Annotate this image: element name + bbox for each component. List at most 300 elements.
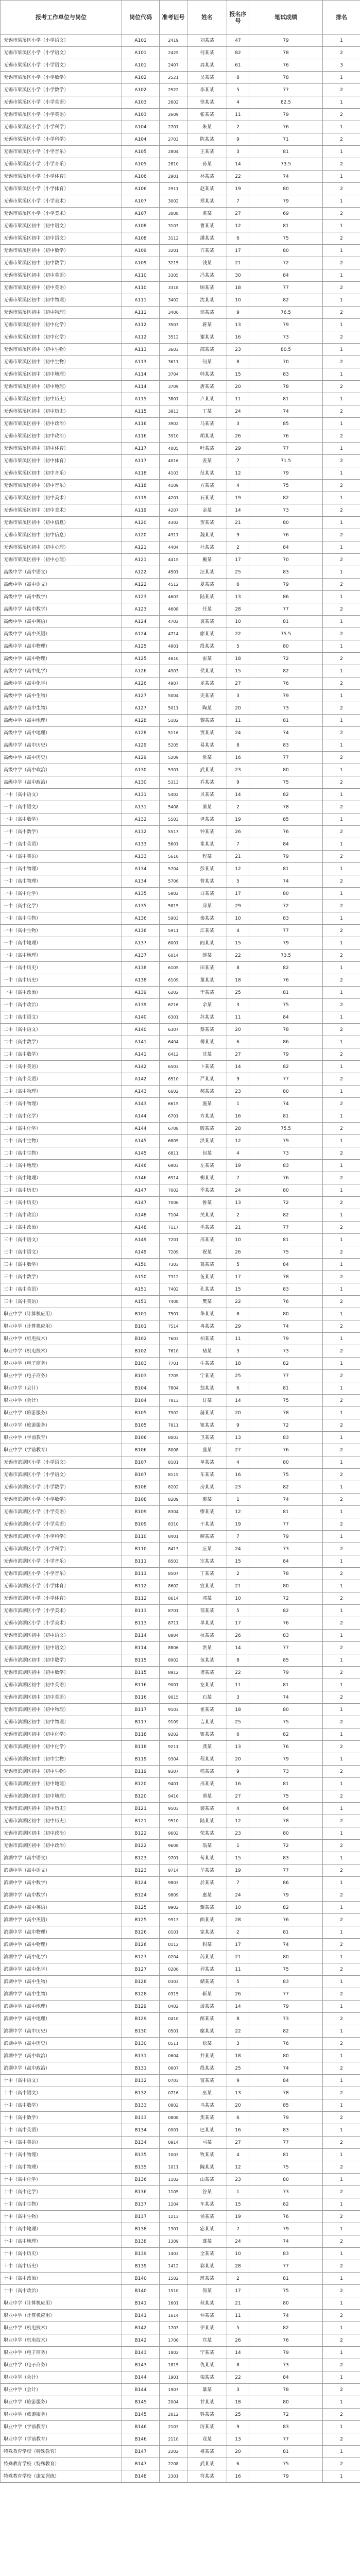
unit-cell: 无锡市梁溪区初中（初中美术）	[1, 492, 122, 504]
unit-cell: 高级中学（高中历史）	[1, 752, 122, 764]
fill-cell: 16	[227, 1778, 249, 1790]
unit-cell: 二中（高中历史）	[1, 1197, 122, 1209]
rank-cell: 1	[323, 1877, 360, 1889]
exam-cell: 1102	[160, 2174, 187, 2186]
fill-cell: 26	[227, 1630, 249, 1642]
name-cell: 弓某	[187, 2137, 227, 2149]
table-row	[1, 1407, 360, 1419]
rank-cell: 2	[323, 1296, 360, 1308]
unit-cell: 二中（高中地理）	[1, 1172, 122, 1184]
name-cell: 封某	[187, 1939, 227, 1951]
score-cell: 78	[249, 47, 323, 59]
score-cell: 75.5	[249, 628, 323, 640]
unit-cell: 高级中学（高中化学）	[1, 677, 122, 690]
rank-cell: 1	[323, 1259, 360, 1271]
fill-cell: 9	[227, 529, 249, 541]
rank-cell: 1	[323, 96, 360, 109]
name-cell: 孙某	[187, 158, 227, 171]
unit-cell: 滨湖中学（高中英语）	[1, 1914, 122, 1926]
fill-cell: 14	[227, 2001, 249, 2013]
table-row	[1, 1494, 360, 1506]
code-cell: A105	[122, 158, 160, 171]
exam-cell: 9001	[160, 1679, 187, 1691]
score-cell: 82	[249, 492, 323, 504]
name-cell: 裘某	[187, 1494, 227, 1506]
unit-cell: 职业中学（旅游服务）	[1, 2409, 122, 2421]
fill-cell: 18	[227, 1704, 249, 1716]
exam-cell: 5815	[160, 900, 187, 912]
table-row	[1, 1580, 360, 1592]
name-cell: 傅某某	[187, 1036, 227, 1048]
exam-cell: 6412	[160, 1048, 187, 1061]
name-cell: 侯某某	[187, 2211, 227, 2223]
exam-cell: 2602	[160, 96, 187, 109]
unit-cell: 无锡市梁溪区小学（小学数学）	[1, 72, 122, 84]
unit-cell: 无锡市梁溪区初中（初中物理）	[1, 307, 122, 319]
score-cell: 84	[249, 1555, 323, 1568]
table-row	[1, 245, 360, 257]
fill-cell: 17	[227, 1271, 249, 1283]
table-row	[1, 987, 360, 999]
rank-cell: 2	[323, 2112, 360, 2124]
name-cell: 邵某某	[187, 344, 227, 356]
unit-cell: 十中（高中政治）	[1, 2273, 122, 2285]
rank-cell: 2	[323, 1246, 360, 1259]
fill-cell: 1	[227, 1840, 249, 1852]
code-cell: A108	[122, 220, 160, 232]
code-cell: B114	[122, 1630, 160, 1642]
code-cell: A148	[122, 1222, 160, 1234]
rank-cell: 2	[323, 653, 360, 665]
rank-cell: 2	[323, 851, 360, 863]
unit-cell: 十中（高中物理）	[1, 2149, 122, 2161]
table-row	[1, 2446, 360, 2458]
code-cell: A108	[122, 232, 160, 245]
table-row	[1, 2211, 360, 2223]
fill-cell: 4	[227, 925, 249, 937]
name-cell: 伊某某	[187, 2322, 227, 2334]
score-cell: 84	[249, 2371, 323, 2384]
name-cell: 黎某某	[187, 715, 227, 727]
exam-cell: 7312	[160, 1271, 187, 1283]
table-row	[1, 727, 360, 739]
rank-cell: 1	[323, 1654, 360, 1667]
rank-cell: 1	[323, 640, 360, 653]
exam-cell: 6404	[160, 1036, 187, 1048]
name-cell: 滑某	[187, 1790, 227, 1803]
unit-cell: 高级中学（高中物理）	[1, 653, 122, 665]
unit-cell: 高级中学（高中语文）	[1, 579, 122, 591]
code-cell: A115	[122, 393, 160, 405]
unit-cell: 特殊教育学校（特殊教育）	[1, 2446, 122, 2458]
exam-cell: 8902	[160, 1654, 187, 1667]
unit-cell: 高级中学（高中英语）	[1, 628, 122, 640]
name-cell: 焦某某	[187, 2112, 227, 2124]
table-row	[1, 72, 360, 84]
name-cell: 武某某	[187, 764, 227, 776]
name-cell: 房某某	[187, 1481, 227, 1494]
exam-cell: 0607	[160, 2062, 187, 2075]
code-cell: B102	[122, 1345, 160, 1358]
score-cell: 82	[249, 294, 323, 307]
code-cell: A134	[122, 875, 160, 888]
name-cell: 巫某	[187, 2087, 227, 2099]
exam-cell: 9307	[160, 1766, 187, 1778]
score-cell: 82	[249, 1605, 323, 1617]
table-row	[1, 1160, 360, 1172]
name-cell: 赵某某	[187, 183, 227, 195]
rank-cell: 2	[323, 1741, 360, 1753]
rank-cell: 1	[323, 665, 360, 677]
fill-cell: 18	[227, 1358, 249, 1370]
unit-cell: 职业中学（会计）	[1, 1395, 122, 1407]
rank-cell: 1	[323, 715, 360, 727]
exam-cell: 2407	[160, 59, 187, 72]
rank-cell: 1	[323, 566, 360, 579]
score-cell: 80	[249, 1308, 323, 1320]
code-cell: B124	[122, 1877, 160, 1889]
code-cell: A110	[122, 282, 160, 294]
exam-cell: 5610	[160, 851, 187, 863]
code-cell: B134	[122, 2124, 160, 2137]
name-cell: 江某某	[187, 925, 227, 937]
exam-cell: 2103	[160, 2421, 187, 2433]
score-cell: 74	[249, 1691, 323, 1704]
score-cell: 75	[249, 1469, 323, 1481]
score-cell: 77	[249, 1222, 323, 1234]
fill-cell: 21	[227, 2297, 249, 2310]
name-cell: 仲某某	[187, 2310, 227, 2322]
table-row	[1, 541, 360, 554]
rank-cell: 2	[323, 1914, 360, 1926]
table-row	[1, 1902, 360, 1914]
code-cell: B116	[122, 1679, 160, 1691]
unit-cell: 三中（高中语文）	[1, 1246, 122, 1259]
unit-cell: 无锡市梁溪区初中（初中历史）	[1, 405, 122, 418]
code-cell: A101	[122, 47, 160, 59]
table-row	[1, 789, 360, 801]
score-cell: 81	[249, 1679, 323, 1691]
fill-cell: 18	[227, 974, 249, 987]
score-cell: 83	[249, 2124, 323, 2137]
code-cell: B125	[122, 1902, 160, 1914]
score-cell: 75	[249, 1790, 323, 1803]
unit-cell: 十中（高中生物）	[1, 2211, 122, 2223]
name-cell: 尹某某	[187, 814, 227, 826]
unit-cell: 滨湖中学（高中数学）	[1, 1889, 122, 1902]
table-row	[1, 2038, 360, 2050]
code-cell: B141	[122, 2297, 160, 2310]
table-row	[1, 232, 360, 245]
rank-cell: 2	[323, 999, 360, 1011]
exam-cell: 5517	[160, 826, 187, 838]
unit-cell: 无锡市滨湖区初中（初中物理）	[1, 1704, 122, 1716]
name-cell: 邹某某	[187, 307, 227, 319]
table-row	[1, 2433, 360, 2446]
code-cell: A118	[122, 467, 160, 480]
code-cell: B130	[122, 2025, 160, 2038]
exam-cell: 9416	[160, 1790, 187, 1803]
table-row	[1, 1803, 360, 1815]
exam-cell: 2522	[160, 84, 187, 96]
fill-cell: 2	[227, 1209, 249, 1222]
exam-cell: 4302	[160, 517, 187, 529]
table-row	[1, 443, 360, 455]
code-cell: A142	[122, 1061, 160, 1073]
rank-cell: 2	[323, 702, 360, 715]
unit-cell: 无锡市梁溪区初中（初中信息）	[1, 529, 122, 541]
rank-cell: 1	[323, 344, 360, 356]
unit-cell: 无锡市梁溪区初中（初中数学）	[1, 245, 122, 257]
unit-cell: 一中（高中历史）	[1, 974, 122, 987]
rank-cell: 1	[323, 2149, 360, 2161]
score-cell: 80	[249, 1184, 323, 1197]
score-cell: 72	[249, 1592, 323, 1605]
table-row	[1, 171, 360, 183]
unit-cell: 二中（高中历史）	[1, 1184, 122, 1197]
exam-cell: 2810	[160, 158, 187, 171]
fill-cell: 10	[227, 294, 249, 307]
unit-cell: 滨湖中学（高中政治）	[1, 2050, 122, 2062]
rank-cell: 1	[323, 146, 360, 158]
name-cell: 韩某某	[187, 368, 227, 381]
unit-cell: 无锡市梁溪区初中（初中语文）	[1, 220, 122, 232]
unit-cell: 无锡市滨湖区小学（小学数学）	[1, 1494, 122, 1506]
fill-cell: 24	[227, 1889, 249, 1902]
rank-cell: 2	[323, 1939, 360, 1951]
fill-cell: 5	[227, 84, 249, 96]
table-row	[1, 1778, 360, 1790]
exam-cell: 8602	[160, 1580, 187, 1592]
code-cell: B115	[122, 1654, 160, 1667]
unit-cell: 二中（高中物理）	[1, 1086, 122, 1098]
table-row	[1, 1209, 360, 1222]
code-cell: A133	[122, 851, 160, 863]
score-cell: 76.5	[249, 307, 323, 319]
unit-cell: 高级中学（高中地理）	[1, 715, 122, 727]
code-cell: A140	[122, 1011, 160, 1024]
score-cell: 76	[249, 1172, 323, 1184]
table-header	[1, 1, 360, 35]
fill-cell: 9	[227, 1419, 249, 1432]
unit-cell: 高级中学（高中英语）	[1, 616, 122, 628]
unit-cell: 无锡市梁溪区初中（初中生物）	[1, 356, 122, 368]
table-row	[1, 2396, 360, 2409]
score-cell: 82	[249, 2198, 323, 2211]
code-cell: A114	[122, 368, 160, 381]
table-row	[1, 2174, 360, 2186]
rank-cell: 1	[323, 739, 360, 752]
name-cell: 张某某	[187, 109, 227, 121]
code-cell: A130	[122, 776, 160, 789]
name-cell: 程某某	[187, 1753, 227, 1766]
name-cell: 曾某某	[187, 875, 227, 888]
fill-cell: 13	[227, 2433, 249, 2446]
fill-cell: 1	[227, 2186, 249, 2198]
exam-cell: 8804	[160, 1630, 187, 1642]
score-cell: 83	[249, 1630, 323, 1642]
fill-cell: 6	[227, 579, 249, 591]
code-cell: B110	[122, 1531, 160, 1543]
rank-cell: 1	[323, 2446, 360, 2458]
code-cell: A106	[122, 183, 160, 195]
exam-cell: 3002	[160, 195, 187, 208]
score-cell: 75	[249, 2458, 323, 2470]
rank-cell: 1	[323, 443, 360, 455]
unit-cell: 无锡市梁溪区小学（小学语文）	[1, 59, 122, 72]
unit-cell: 无锡市梁溪区小学（小学体育）	[1, 171, 122, 183]
exam-cell: 0101	[160, 1926, 187, 1939]
fill-cell: 25	[227, 2062, 249, 2075]
fill-cell: 20	[227, 1407, 249, 1419]
fill-cell: 5	[227, 1976, 249, 1988]
table-row	[1, 257, 360, 269]
exam-cell: 4714	[160, 628, 187, 640]
table-row	[1, 319, 360, 331]
rank-cell: 2	[323, 84, 360, 96]
fill-cell: 2	[227, 1568, 249, 1580]
fill-cell: 16	[227, 752, 249, 764]
fill-cell: 10	[227, 912, 249, 925]
unit-cell: 无锡市梁溪区小学（小学音乐）	[1, 158, 122, 171]
rank-cell: 2	[323, 1667, 360, 1679]
rank-cell: 1	[323, 195, 360, 208]
score-cell: 79	[249, 1667, 323, 1679]
name-cell: 乔某某	[187, 776, 227, 789]
unit-cell: 滨湖中学（高中政治）	[1, 2062, 122, 2075]
rank-cell: 2	[323, 2161, 360, 2174]
name-cell: 全某某	[187, 2248, 227, 2260]
name-cell: 何某某	[187, 47, 227, 59]
score-cell: 78	[249, 2087, 323, 2099]
table-row	[1, 1543, 360, 1555]
table-row	[1, 665, 360, 677]
code-cell: A139	[122, 999, 160, 1011]
fill-cell: 3	[227, 1345, 249, 1358]
rank-cell: 2	[323, 47, 360, 59]
score-cell: 79	[249, 2223, 323, 2235]
rank-cell: 2	[323, 1469, 360, 1481]
table-row	[1, 690, 360, 702]
score-cell: 79	[249, 109, 323, 121]
code-cell: B140	[122, 2285, 160, 2297]
unit-cell: 职业中学（计算机应用）	[1, 1320, 122, 1333]
fill-cell: 23	[227, 344, 249, 356]
table-body	[1, 35, 360, 2483]
code-cell: A116	[122, 418, 160, 430]
code-cell: B139	[122, 2260, 160, 2273]
exam-cell: 1502	[160, 2273, 187, 2285]
code-cell: B147	[122, 2446, 160, 2458]
name-cell: 洪某	[187, 1642, 227, 1654]
exam-cell: 7402	[160, 1283, 187, 1296]
fill-cell: 6	[227, 1036, 249, 1048]
table-row	[1, 1951, 360, 1963]
code-cell: A111	[122, 307, 160, 319]
unit-cell: 一中（高中地理）	[1, 937, 122, 950]
unit-cell: 二中（高中物理）	[1, 1098, 122, 1110]
name-cell: 段某某	[187, 2062, 227, 2075]
code-cell: B136	[122, 2186, 160, 2198]
unit-cell: 二中（高中化学）	[1, 1110, 122, 1123]
code-cell: A135	[122, 888, 160, 900]
rank-cell: 2	[323, 950, 360, 962]
score-cell: 81	[249, 2446, 323, 2458]
exam-cell: 7117	[160, 1222, 187, 1234]
fill-cell: 28	[227, 603, 249, 616]
rank-cell: 1	[323, 1407, 360, 1419]
name-cell: 石某某	[187, 492, 227, 504]
unit-cell: 二中（高中生物）	[1, 1147, 122, 1160]
unit-cell: 高级中学（高中语文）	[1, 566, 122, 579]
exam-cell: 9503	[160, 1803, 187, 1815]
code-cell: A137	[122, 937, 160, 950]
fill-cell: 23	[227, 764, 249, 776]
fill-cell: 20	[227, 2099, 249, 2112]
score-cell: 76	[249, 2211, 323, 2223]
unit-cell: 无锡市滨湖区小学（小学科学）	[1, 1543, 122, 1555]
score-cell: 79	[249, 2470, 323, 2483]
table-row	[1, 1234, 360, 1246]
fill-cell: 11	[227, 2310, 249, 2322]
rank-cell: 2	[323, 554, 360, 566]
exam-cell: 8614	[160, 1592, 187, 1605]
unit-cell: 职业中学（机电技术）	[1, 1345, 122, 1358]
table-row	[1, 1370, 360, 1382]
unit-cell: 职业中学（学前教育）	[1, 2433, 122, 2446]
code-cell: A150	[122, 1271, 160, 1283]
unit-cell: 高级中学（高中化学）	[1, 665, 122, 677]
name-cell: 蔡某某	[187, 1024, 227, 1036]
unit-cell: 职业中学（学前教育）	[1, 2421, 122, 2433]
rank-cell: 2	[323, 1048, 360, 1061]
exam-cell: 5503	[160, 814, 187, 826]
exam-cell: 5402	[160, 789, 187, 801]
exam-cell: 6307	[160, 1024, 187, 1036]
table-row	[1, 294, 360, 307]
name-cell: 郁某某	[187, 1605, 227, 1617]
score-cell: 74	[249, 1939, 323, 1951]
fill-cell: 27	[227, 1790, 249, 1803]
unit-cell: 职业中学（机电技术）	[1, 2334, 122, 2347]
fill-cell: 21	[227, 1222, 249, 1234]
rank-cell: 1	[323, 1803, 360, 1815]
score-cell: 80	[249, 888, 323, 900]
unit-cell: 职业中学（电子商务）	[1, 1358, 122, 1370]
name-cell: 钱某	[187, 257, 227, 269]
fill-cell: 26	[227, 1988, 249, 2001]
unit-cell: 无锡市滨湖区初中（初中数学）	[1, 1667, 122, 1679]
code-cell: A127	[122, 690, 160, 702]
table-row	[1, 208, 360, 220]
table-row	[1, 752, 360, 764]
table-row	[1, 2310, 360, 2322]
table-row	[1, 2001, 360, 2013]
header-rank: 排名	[323, 1, 360, 35]
name-cell: 鲁某	[187, 1197, 227, 1209]
exam-cell: 8507	[160, 1568, 187, 1580]
unit-cell: 无锡市梁溪区初中（初中音乐）	[1, 467, 122, 480]
name-cell: 任某	[187, 603, 227, 616]
header-unit: 报考工作单位与岗位	[1, 1, 122, 35]
table-row	[1, 1382, 360, 1395]
table-row	[1, 109, 360, 121]
code-cell: A132	[122, 814, 160, 826]
code-cell: B120	[122, 1790, 160, 1803]
unit-cell: 滨湖中学（高中英语）	[1, 1902, 122, 1914]
score-cell: 83	[249, 739, 323, 752]
unit-cell: 无锡市滨湖区小学（小学语文）	[1, 1469, 122, 1481]
